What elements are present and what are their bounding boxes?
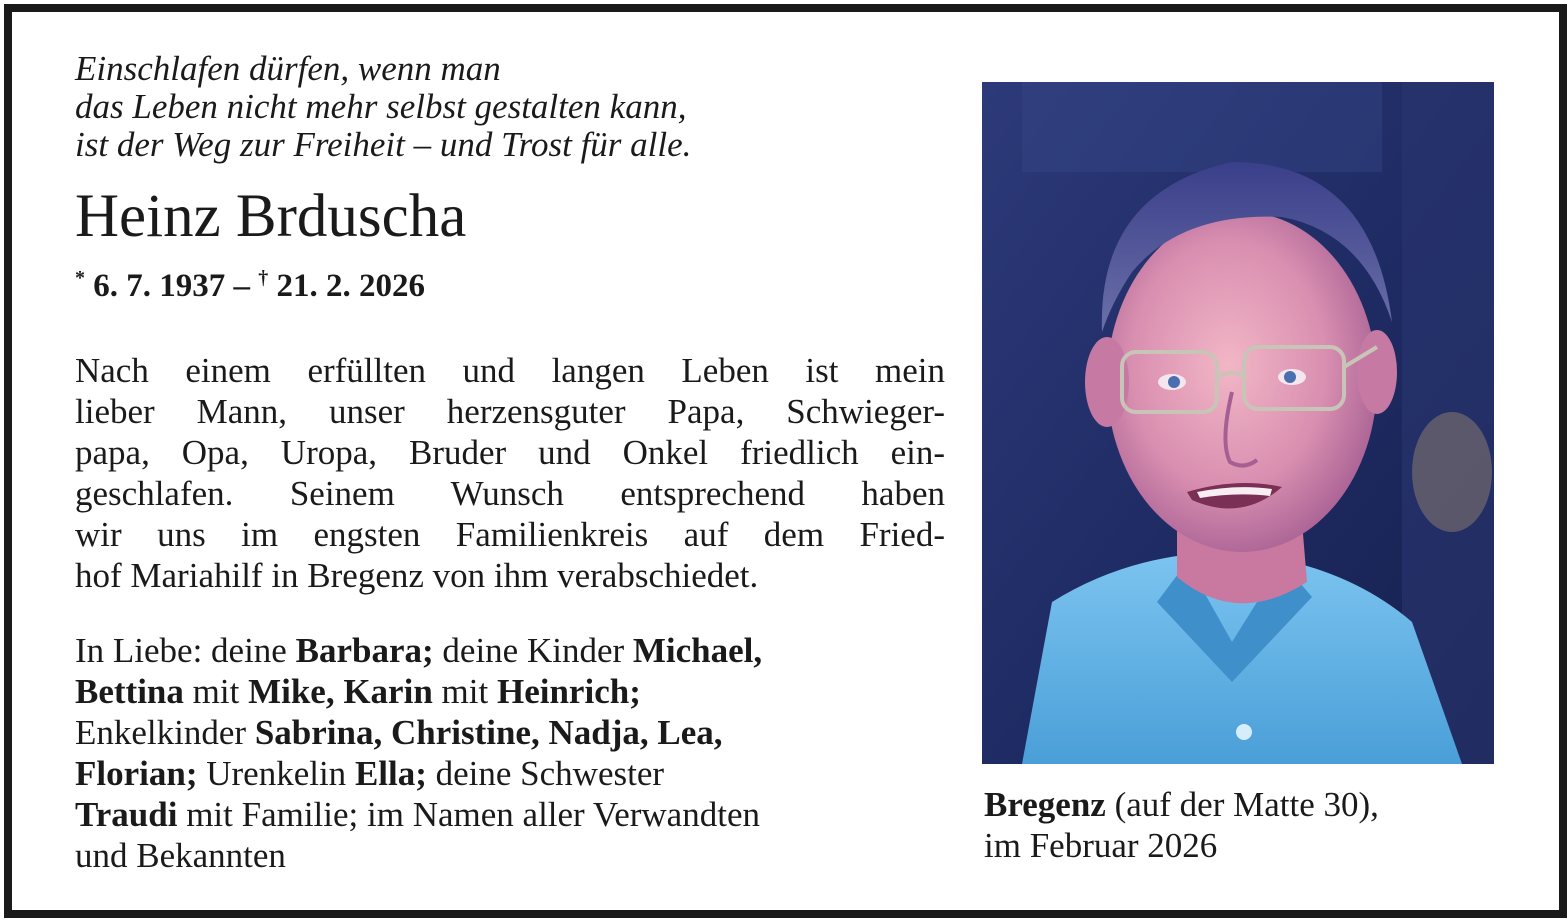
mourners-line	[75, 712, 945, 753]
announcement-line: geschlafen. Seinem Wunsch entsprechend haben	[75, 474, 945, 513]
mourners-text: mit	[432, 672, 497, 711]
announcement-line: hof Mariahilf in Bregenz von ihm verabschiedet.	[75, 556, 759, 595]
mourners-line	[75, 630, 945, 671]
announcement-line: lieber Mann, unser herzensguter Papa, Schwieger-	[75, 392, 945, 431]
announcement-line: papa, Opa, Uropa, Bruder und Onkel friedlich ein-	[75, 433, 945, 472]
obituary-text-column	[75, 50, 945, 876]
life-dates	[75, 258, 945, 306]
date-separator: –	[233, 268, 250, 304]
caption-date: im Februar 2026	[984, 826, 1218, 865]
mourner-name: Traudi	[75, 795, 178, 834]
obituary-frame	[4, 4, 1567, 918]
motto-line: Einschlafen dürfen, wenn man	[75, 49, 501, 88]
mourners-text: deine Schwester	[426, 754, 665, 793]
motto-line: das Leben nicht mehr selbst gestalten kann,	[75, 87, 687, 126]
mourners-text: Urenkelin	[197, 754, 355, 793]
caption-address: (auf der Matte 30),	[1105, 785, 1379, 824]
deceased-name: Heinz Brduscha	[75, 183, 467, 250]
birth-date: 6. 7. 1937	[93, 268, 226, 304]
mourners-text: deine Kinder	[433, 631, 633, 670]
birth-symbol: *	[75, 267, 85, 289]
mourners-text: In Liebe: deine	[75, 631, 296, 670]
announcement-line: wir uns im engsten Familienkreis auf dem Fried-	[75, 515, 945, 554]
caption-line	[984, 784, 1379, 825]
mourners-text: Enkelkinder	[75, 713, 255, 752]
death-symbol: †	[258, 267, 269, 289]
mourners-line	[75, 671, 945, 712]
mourner-name: Ella;	[354, 754, 427, 793]
mourner-name: Heinrich;	[496, 672, 641, 711]
mourner-name: Barbara;	[295, 631, 434, 670]
mourners-line	[75, 753, 945, 794]
mourner-name: Florian;	[75, 754, 198, 793]
mourner-name: Bettina	[75, 672, 184, 711]
death-date: 21. 2. 2026	[276, 268, 425, 304]
location-caption	[984, 784, 1379, 866]
mourners-text: und Bekannten	[75, 836, 286, 875]
mourner-name: Michael,	[632, 631, 763, 670]
mourners-text: mit	[183, 672, 249, 711]
motto-line: ist der Weg zur Freiheit – und Trost für alle.	[75, 125, 692, 164]
mourners-line	[75, 835, 945, 876]
motto-verse	[75, 50, 945, 164]
caption-place: Bregenz	[984, 785, 1106, 824]
mourners-text: mit Familie; im Namen aller Verwandten	[177, 795, 760, 834]
portrait-illustration	[982, 82, 1494, 764]
portrait-photo	[982, 82, 1494, 764]
announcement-text	[75, 350, 945, 596]
mourners-line	[75, 794, 945, 835]
announcement-line: Nach einem erfüllten und langen Leben ist mein	[75, 351, 945, 390]
mourners-list	[75, 630, 945, 876]
mourner-name: Sabrina, Christine, Nadja, Lea,	[254, 713, 723, 752]
mourner-name: Mike, Karin	[248, 672, 433, 711]
